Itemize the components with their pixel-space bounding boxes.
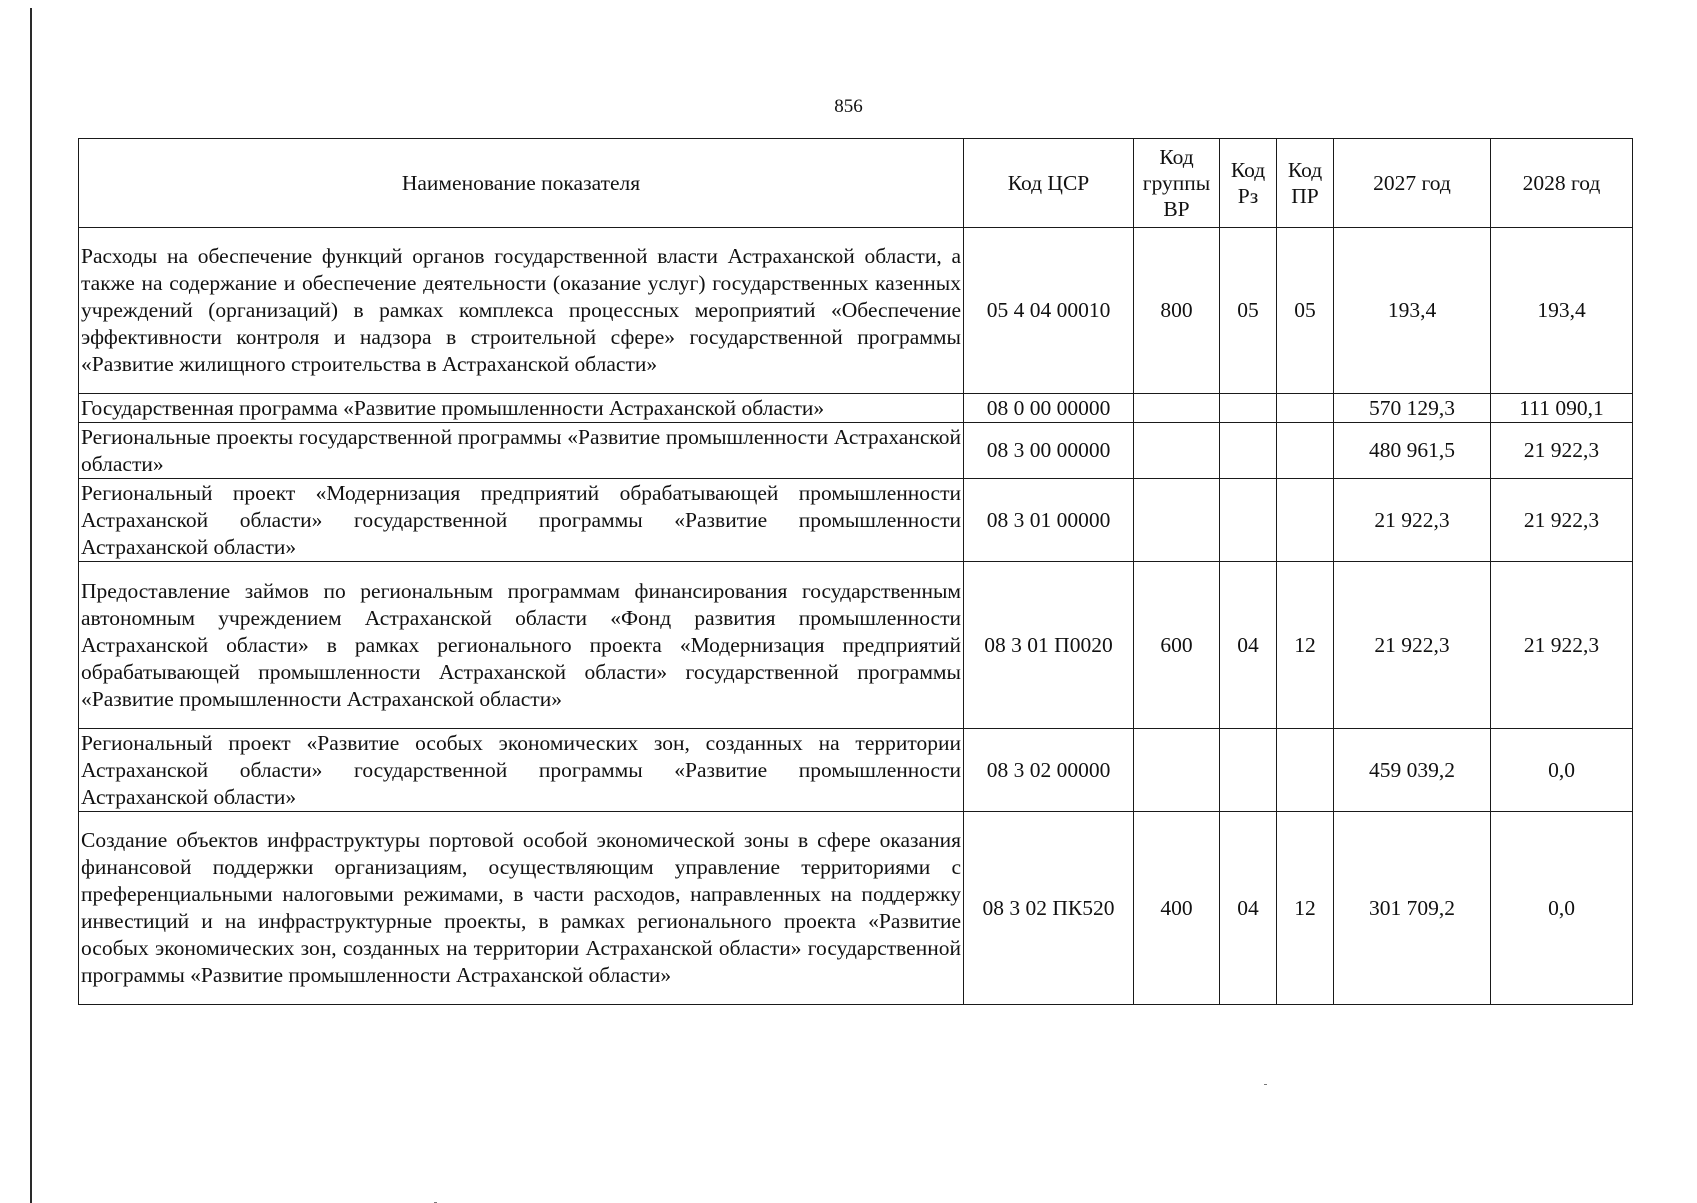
table-row xyxy=(79,423,1633,479)
row-value-2027: 301 709,2 xyxy=(1334,812,1491,1005)
row-csr-code: 08 3 02 00000 xyxy=(964,729,1134,812)
budget-table xyxy=(78,138,1633,1005)
row-name: Государственная программа «Развитие промышленности Астраханской области» xyxy=(79,394,964,423)
row-value-2028: 0,0 xyxy=(1491,729,1633,812)
header-rz-code: Код Рз xyxy=(1220,139,1277,228)
row-value-2027: 21 922,3 xyxy=(1334,562,1491,729)
row-value-2027: 480 961,5 xyxy=(1334,423,1491,479)
page-number: 856 xyxy=(834,96,863,117)
header-year-2027: 2027 год xyxy=(1334,139,1491,228)
row-value-2027: 193,4 xyxy=(1334,228,1491,394)
row-name: Создание объектов инфраструктуры портовой особой экономической зоны в сфере оказания финансовой поддержки организациям, осуществляющим управление территориями с преференциальными налоговыми режимами, в части расходов, направленных на поддержку инвестиций и на инфраструктурные проекты, в рамках регионального проекта «Развитие особых экономических зон, созданных на территории Астраханской области» государственной программы «Развитие промышленности Астраханской области» xyxy=(79,812,964,1005)
row-name: Региональный проект «Развитие особых экономических зон, созданных на территории Астраханской области» государственной программы «Развитие промышленности Астраханской области» xyxy=(79,729,964,812)
row-rz-code xyxy=(1220,479,1277,562)
header-csr-code: Код ЦСР xyxy=(964,139,1134,228)
table-row xyxy=(79,562,1633,729)
row-rz-code: 05 xyxy=(1220,228,1277,394)
row-name: Региональные проекты государственной программы «Развитие промышленности Астраханской области» xyxy=(79,423,964,479)
table-row xyxy=(79,812,1633,1005)
row-rz-code xyxy=(1220,423,1277,479)
row-rz-code: 04 xyxy=(1220,812,1277,1005)
row-name: Региональный проект «Модернизация предприятий обрабатывающей промышленности Астраханской области» государственной программы «Развитие промышленности Астраханской области» xyxy=(79,479,964,562)
header-name: Наименование показателя xyxy=(79,139,964,228)
row-vr-code: 600 xyxy=(1134,562,1220,729)
scan-edge-line xyxy=(30,8,32,1203)
row-value-2028: 21 922,3 xyxy=(1491,423,1633,479)
row-value-2027: 21 922,3 xyxy=(1334,479,1491,562)
row-value-2028: 111 090,1 xyxy=(1491,394,1633,423)
table-header-row xyxy=(79,139,1633,228)
row-value-2028: 0,0 xyxy=(1491,812,1633,1005)
row-csr-code: 08 3 01 П0020 xyxy=(964,562,1134,729)
row-rz-code xyxy=(1220,394,1277,423)
header-pr-code: Код ПР xyxy=(1277,139,1334,228)
table-row xyxy=(79,394,1633,423)
row-pr-code xyxy=(1277,729,1334,812)
row-name: Расходы на обеспечение функций органов государственной власти Астраханской области, а также на содержание и обеспечение деятельности (оказание услуг) государственных казенных учреждений (организаций) в рамках комплекса процессных мероприятий «Обеспечение эффективности контроля и надзора в строительной сфере» государственной программы «Развитие жилищного строительства в Астраханской области» xyxy=(79,228,964,394)
row-rz-code: 04 xyxy=(1220,562,1277,729)
row-csr-code: 08 3 02 ПК520 xyxy=(964,812,1134,1005)
row-value-2027: 459 039,2 xyxy=(1334,729,1491,812)
row-vr-code xyxy=(1134,394,1220,423)
row-name: Предоставление займов по региональным программам финансирования государственным автономным учреждением Астраханской области «Фонд развития промышленности Астраханской области» в рамках регионального проекта «Модернизация предприятий обрабатывающей промышленности Астраханской области» государственной программы «Развитие промышленности Астраханской области» xyxy=(79,562,964,729)
header-year-2028: 2028 год xyxy=(1491,139,1633,228)
row-csr-code: 08 3 00 00000 xyxy=(964,423,1134,479)
row-vr-code: 800 xyxy=(1134,228,1220,394)
row-pr-code xyxy=(1277,479,1334,562)
row-value-2027: 570 129,3 xyxy=(1334,394,1491,423)
row-csr-code: 08 3 01 00000 xyxy=(964,479,1134,562)
row-csr-code: 08 0 00 00000 xyxy=(964,394,1134,423)
row-vr-code: 400 xyxy=(1134,812,1220,1005)
table-row xyxy=(79,479,1633,562)
row-pr-code: 05 xyxy=(1277,228,1334,394)
row-pr-code: 12 xyxy=(1277,562,1334,729)
row-pr-code: 12 xyxy=(1277,812,1334,1005)
row-pr-code xyxy=(1277,394,1334,423)
row-vr-code xyxy=(1134,479,1220,562)
table-row xyxy=(79,228,1633,394)
row-value-2028: 193,4 xyxy=(1491,228,1633,394)
header-vr-code: Код группы ВР xyxy=(1134,139,1220,228)
row-vr-code xyxy=(1134,423,1220,479)
table-row xyxy=(79,729,1633,812)
row-vr-code xyxy=(1134,729,1220,812)
scan-dust-mark xyxy=(1264,1084,1267,1085)
row-value-2028: 21 922,3 xyxy=(1491,562,1633,729)
row-pr-code xyxy=(1277,423,1334,479)
row-value-2028: 21 922,3 xyxy=(1491,479,1633,562)
row-csr-code: 05 4 04 00010 xyxy=(964,228,1134,394)
row-rz-code xyxy=(1220,729,1277,812)
